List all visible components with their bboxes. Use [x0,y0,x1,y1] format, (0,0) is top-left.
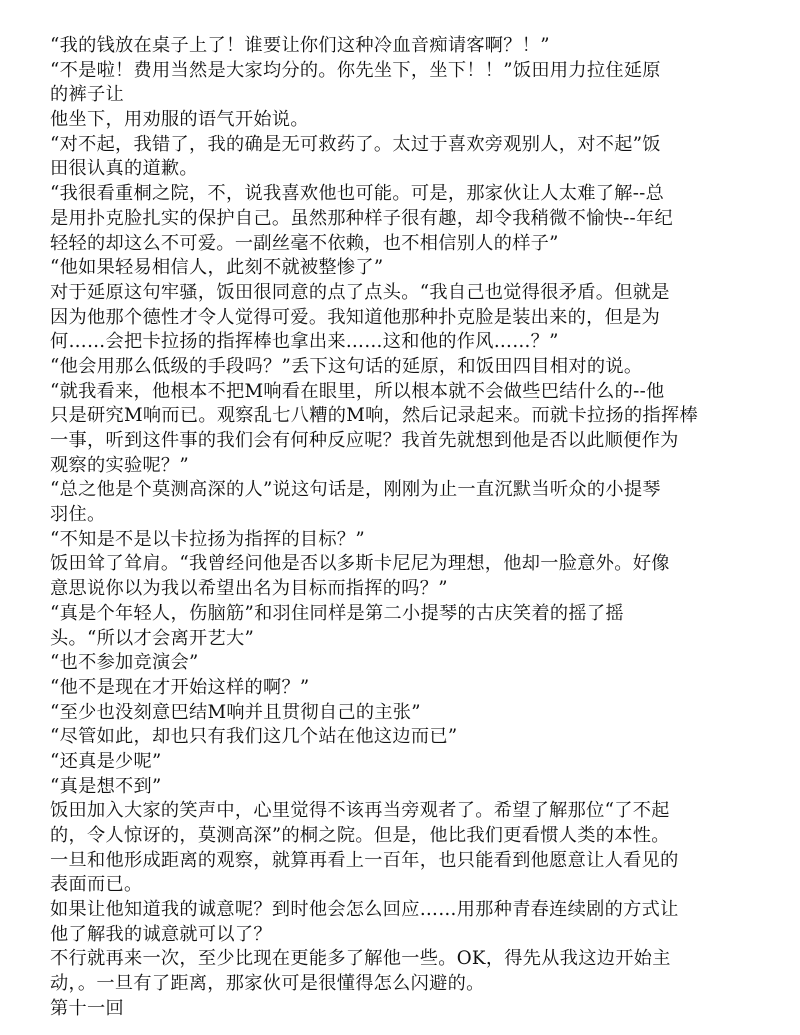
text-line: 田很认真的道歉。 [50,158,198,180]
text-line: “也不参加竞演会” [50,652,199,674]
text-line: 他坐下，用劝服的语气开始说。 [50,109,309,131]
text-line: “我的钱放在桌子上了！谁要让你们这种冷血音痴请客啊？！” [50,35,550,56]
text-line: 饭田加入大家的笑声中，心里觉得不该再当旁观者了。希望了解那位“了不起 [50,800,670,822]
text-line: 一旦和他形成距离的观察，就算再看上一百年，也只能看到他愿意让人看见的 [50,849,679,871]
text-line: 的，令人惊讶的，莫测高深”的桐之院。但是，他比我们更看惯人类的本性。 [50,825,670,846]
text-line: “他不是现在才开始这样的啊？” [50,676,310,698]
text-line: “真是个年轻人，伤脑筋”和羽住同样是第二小提琴的古庆笑着的摇了摇 [50,602,624,624]
text-line: “我很看重桐之院，不，说我喜欢他也可能。可是，那家伙让人太难了解--总 [50,183,665,205]
text-line: 他了解我的诚意就可以了？ [50,923,272,945]
document-page [50,34,772,1022]
text-line: 不行就再来一次，至少比现在更能多了解他一些。OK，得先从我这边开始主 [50,948,671,970]
text-line: “对不起，我错了，我的确是无可救药了。太过于喜欢旁观别人，对不起”饭 [50,133,661,155]
text-line: 对于延原这句牢骚，饭田很同意的点了点头。“我自己也觉得很矛盾。但就是 [50,281,670,303]
text-line: “尽管如此，却也只有我们这几个站在他这边而已” [50,726,458,748]
text-line: 因为他那个德性才令人觉得可爱。我知道他那种扑克脸是装出来的，但是为 [50,306,661,328]
text-line: 表面而已。 [50,874,143,896]
text-line: “不知是不是以卡拉扬为指挥的目标？” [50,528,365,550]
text-line: “总之他是个莫测高深的人”说这句话是，刚刚为止一直沉默当听众的小提琴 [50,479,661,501]
text-line: 轻轻的却这么不可爱。一副丝毫不依赖，也不相信别人的样子” [50,232,559,254]
text-line: “还真是少呢” [50,750,162,772]
chapter-heading: 第十一回 [50,997,124,1019]
text-line: 何……会把卡拉扬的指挥棒也拿出来……这和他的作风……？” [50,331,559,353]
text-line: 意思说你以为我以希望出名为目标而指挥的吗？” [50,578,448,600]
text-line: “他会用那么低级的手段吗？”丢下这句话的延原，和饭田四目相对的说。 [50,355,643,377]
text-line: “他如果轻易相信人，此刻不就被整惨了” [50,257,384,279]
text-line: 饭田耸了耸肩。“我曾经问他是否以多斯卡尼尼为理想，他却一脸意外。好像 [50,553,670,575]
text-line: 羽住。 [50,504,106,526]
text-line: 如果让他知道我的诚意呢？到时他会怎么回应……用那种青春连续剧的方式让 [50,899,679,921]
text-line: 观察的实验呢？” [50,454,190,476]
text-line: 头。“所以才会离开艺大” [50,627,255,649]
text-line: 只是研究M响而已。观察乱七八糟的M响，然后记录起来。而就卡拉扬的指挥棒 [50,405,698,427]
text-line: 的裤子让 [50,84,124,106]
text-line: 一事，听到这件事的我们会有何种反应呢？我首先就想到他是否以此顺便作为 [50,430,679,451]
text-line: “至少也没刻意巴结M响并且贯彻自己的主张” [50,701,421,723]
text-line: 动，。一旦有了距离，那家伙可是很懂得怎么闪避的。 [50,973,485,995]
text-line: 是用扑克脸扎实的保护自己。虽然那种样子很有趣，却令我稍微不愉快--年纪 [50,207,673,229]
text-line: “不是啦！费用当然是大家均分的。你先坐下，坐下！！”饭田用力拉住延原 [50,59,661,81]
text-line: “就我看来，他根本不把M响看在眼里，所以根本就不会做些巴结什么的--他 [50,380,665,402]
text-line: “真是想不到” [50,775,162,797]
